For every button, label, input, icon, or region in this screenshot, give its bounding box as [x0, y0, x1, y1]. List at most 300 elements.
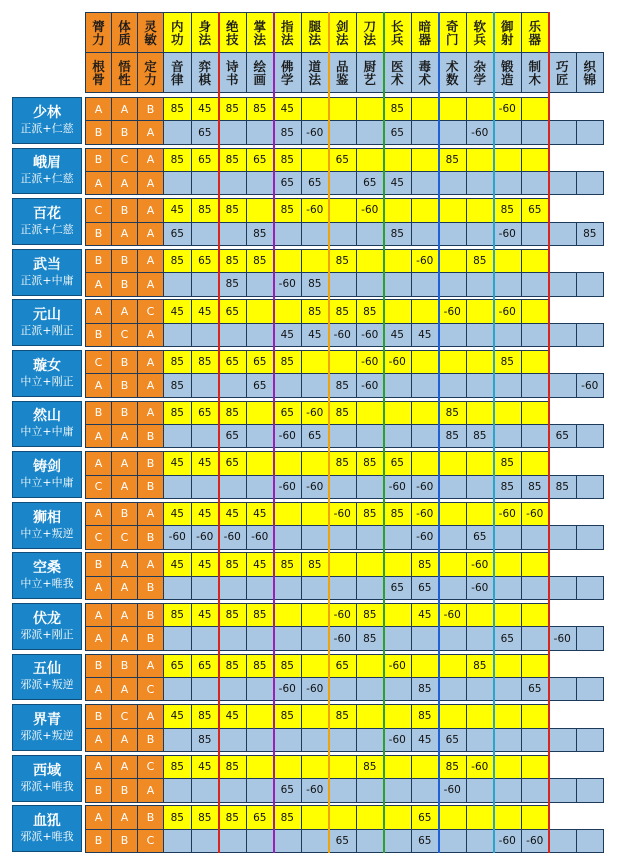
life-skill-value [218, 475, 247, 499]
sect-alignment: 中立+刚正 [20, 374, 74, 388]
life-skill-value [273, 576, 302, 600]
attr-grade: A [111, 728, 138, 752]
life-skill-value: 85 [356, 626, 385, 650]
combat-skill-value [301, 704, 330, 728]
life-skill-value: 65 [328, 829, 357, 853]
header-life-skill: 绘 画 [246, 52, 275, 93]
combat-skill-value [273, 299, 302, 323]
combat-skill-value [438, 249, 467, 273]
combat-skill-value [466, 198, 495, 222]
life-skill-value [466, 475, 495, 499]
sect-alignment: 中立+叛逆 [20, 526, 74, 540]
combat-skill-value: 45 [163, 299, 192, 323]
header-combat-skill: 长 兵 [383, 12, 412, 53]
combat-skill-value [383, 249, 412, 273]
combat-skill-value: 85 [163, 805, 192, 829]
combat-skill-value: 85 [273, 148, 302, 172]
combat-skill-value [438, 704, 467, 728]
life-skill-value [191, 677, 220, 701]
attr-grade: B [85, 120, 112, 144]
attr-grade: A [85, 424, 112, 448]
combat-skill-value [493, 249, 522, 273]
attr-grade: B [137, 475, 164, 499]
life-skill-value [218, 576, 247, 600]
life-skill-value: 85 [438, 424, 467, 448]
combat-skill-value: 85 [493, 451, 522, 475]
life-skill-value: -60 [246, 525, 275, 549]
life-skill-value [328, 576, 357, 600]
attr-grade: A [137, 171, 164, 195]
attr-grade: B [111, 249, 138, 273]
combat-skill-value: 65 [246, 350, 275, 374]
combat-skill-value [411, 654, 440, 678]
life-skill-value: 65 [438, 728, 467, 752]
combat-skill-value [466, 97, 495, 121]
header-combat-skill: 身 法 [191, 12, 220, 53]
attr-grade: C [137, 755, 164, 779]
life-skill-value [576, 171, 605, 195]
combat-skill-value: 85 [246, 249, 275, 273]
column-divider [548, 12, 550, 853]
attr-grade: B [85, 552, 112, 576]
combat-skill-value: 45 [273, 97, 302, 121]
combat-skill-value: 85 [411, 704, 440, 728]
attr-grade: B [85, 778, 112, 802]
attr-grade: B [85, 222, 112, 246]
combat-skill-value [466, 299, 495, 323]
combat-skill-value: 85 [273, 805, 302, 829]
combat-skill-value: 85 [163, 755, 192, 779]
header-combat-skill: 软 兵 [466, 12, 495, 53]
sect-name: 然山 [33, 408, 61, 425]
combat-skill-value: -60 [438, 299, 467, 323]
attr-grade: A [137, 198, 164, 222]
life-skill-value: 65 [273, 778, 302, 802]
life-skill-value [493, 323, 522, 347]
life-skill-value [576, 576, 605, 600]
header-combat-skill: 刀 法 [356, 12, 385, 53]
combat-skill-value: 85 [163, 350, 192, 374]
life-skill-value [411, 120, 440, 144]
combat-skill-value: -60 [383, 654, 412, 678]
combat-skill-value [356, 704, 385, 728]
life-skill-value [466, 171, 495, 195]
combat-skill-value: 85 [301, 552, 330, 576]
life-skill-value [438, 120, 467, 144]
life-skill-value [163, 778, 192, 802]
attr-grade: A [137, 654, 164, 678]
attr-grade: A [85, 805, 112, 829]
combat-skill-value: 45 [191, 552, 220, 576]
life-skill-value [466, 677, 495, 701]
combat-skill-value: 85 [356, 755, 385, 779]
life-skill-value [191, 626, 220, 650]
combat-skill-value [356, 805, 385, 829]
life-skill-value [548, 829, 577, 853]
attr-grade: A [111, 576, 138, 600]
sect-label [12, 451, 82, 498]
attr-grade: A [85, 728, 112, 752]
sect-alignment: 中立+中庸 [20, 476, 74, 490]
life-skill-value: -60 [191, 525, 220, 549]
sect-name: 璇女 [33, 357, 61, 374]
attr-grade: B [85, 654, 112, 678]
header-life-skill: 道 法 [301, 52, 330, 93]
life-skill-value: 65 [273, 171, 302, 195]
attr-grade: A [111, 299, 138, 323]
combat-skill-value: 85 [328, 249, 357, 273]
combat-skill-value: -60 [493, 97, 522, 121]
life-skill-value [411, 778, 440, 802]
combat-skill-value: 85 [273, 198, 302, 222]
attr-grade: C [111, 323, 138, 347]
combat-skill-value: 85 [191, 198, 220, 222]
sect-alignment: 中立+唯我 [20, 577, 74, 591]
life-skill-value: 85 [218, 272, 247, 296]
attr-grade: C [85, 350, 112, 374]
attr-grade: C [137, 677, 164, 701]
combat-skill-value [521, 451, 550, 475]
life-skill-value: -60 [163, 525, 192, 549]
combat-skill-value [411, 198, 440, 222]
combat-skill-value [411, 401, 440, 425]
life-skill-value [328, 728, 357, 752]
combat-skill-value [521, 704, 550, 728]
life-skill-value: 45 [411, 323, 440, 347]
combat-skill-value: 85 [356, 299, 385, 323]
life-skill-value [246, 424, 275, 448]
life-skill-value [163, 171, 192, 195]
life-skill-value [328, 120, 357, 144]
combat-skill-value: -60 [466, 755, 495, 779]
life-skill-value [328, 778, 357, 802]
combat-skill-value: 45 [163, 198, 192, 222]
attr-grade: A [137, 502, 164, 526]
attr-grade: B [137, 805, 164, 829]
life-skill-value [493, 272, 522, 296]
life-skill-value [191, 424, 220, 448]
attr-grade: A [137, 552, 164, 576]
combat-skill-value: 45 [163, 704, 192, 728]
life-skill-value [411, 222, 440, 246]
life-skill-value [438, 525, 467, 549]
life-skill-value: 85 [328, 373, 357, 397]
column-divider [383, 12, 385, 853]
header-life-skill: 弈 棋 [191, 52, 220, 93]
life-skill-value [163, 576, 192, 600]
combat-skill-value: 45 [191, 502, 220, 526]
combat-skill-value [301, 97, 330, 121]
life-skill-value [521, 120, 550, 144]
life-skill-value: -60 [493, 829, 522, 853]
life-skill-value [163, 626, 192, 650]
combat-skill-value: 85 [328, 401, 357, 425]
header-life-skill: 厨 艺 [356, 52, 385, 93]
life-skill-value [521, 424, 550, 448]
attr-grade: B [137, 626, 164, 650]
life-skill-value [548, 171, 577, 195]
combat-skill-value: 85 [218, 755, 247, 779]
combat-skill-value: -60 [521, 502, 550, 526]
combat-skill-value [521, 249, 550, 273]
combat-skill-value: -60 [356, 198, 385, 222]
life-skill-value: 85 [246, 222, 275, 246]
attr-grade: B [111, 198, 138, 222]
combat-skill-value: 85 [328, 704, 357, 728]
header-combat-skill: 剑 法 [328, 12, 357, 53]
life-skill-value: 85 [191, 728, 220, 752]
attr-grade: A [111, 552, 138, 576]
combat-skill-value [301, 249, 330, 273]
combat-skill-value [328, 198, 357, 222]
combat-skill-value: 85 [411, 552, 440, 576]
combat-skill-value [246, 401, 275, 425]
sect-alignment: 正派+刚正 [20, 324, 74, 338]
life-skill-value [218, 120, 247, 144]
life-skill-value: -60 [328, 323, 357, 347]
life-skill-value: 65 [411, 576, 440, 600]
life-skill-value: 85 [411, 677, 440, 701]
combat-skill-value [383, 198, 412, 222]
header-attr-top: 膂 力 [85, 12, 112, 53]
combat-skill-value [328, 805, 357, 829]
life-skill-value [466, 778, 495, 802]
life-skill-value [246, 829, 275, 853]
combat-skill-value [301, 350, 330, 374]
combat-skill-value: 45 [163, 451, 192, 475]
sect-label [12, 148, 82, 195]
combat-skill-value: 65 [218, 350, 247, 374]
life-skill-value [383, 373, 412, 397]
life-skill-value [493, 120, 522, 144]
combat-skill-value: 85 [163, 249, 192, 273]
attr-grade: C [85, 475, 112, 499]
combat-skill-value [466, 401, 495, 425]
sect-alignment: 邪派+唯我 [20, 779, 74, 793]
life-skill-value: 45 [411, 728, 440, 752]
life-skill-value: 65 [356, 171, 385, 195]
combat-skill-value [301, 603, 330, 627]
combat-skill-value: 65 [218, 451, 247, 475]
combat-skill-value [438, 502, 467, 526]
life-skill-value: -60 [411, 525, 440, 549]
combat-skill-value: 85 [438, 148, 467, 172]
life-skill-value [191, 171, 220, 195]
life-skill-value [356, 272, 385, 296]
life-skill-value [466, 222, 495, 246]
life-skill-value [356, 475, 385, 499]
attr-grade: A [85, 755, 112, 779]
life-skill-value: 85 [273, 120, 302, 144]
combat-skill-value: -60 [438, 603, 467, 627]
header-life-skill: 织 锦 [576, 52, 605, 93]
life-skill-value: 65 [411, 829, 440, 853]
life-skill-value: -60 [273, 272, 302, 296]
life-skill-value [328, 677, 357, 701]
life-skill-value [438, 373, 467, 397]
combat-skill-value: 65 [191, 148, 220, 172]
header-combat-skill: 指 法 [273, 12, 302, 53]
life-skill-value: 65 [246, 373, 275, 397]
combat-skill-value: -60 [328, 603, 357, 627]
life-skill-value [438, 171, 467, 195]
combat-skill-value [383, 704, 412, 728]
attr-grade: B [137, 451, 164, 475]
life-skill-value [356, 525, 385, 549]
combat-skill-value: -60 [411, 502, 440, 526]
life-skill-value: 65 [548, 424, 577, 448]
sect-name: 五仙 [33, 661, 61, 678]
attr-grade: A [111, 424, 138, 448]
combat-skill-value [383, 755, 412, 779]
attr-grade: A [85, 373, 112, 397]
attr-grade: C [85, 525, 112, 549]
combat-skill-value [438, 451, 467, 475]
combat-skill-value [493, 755, 522, 779]
combat-skill-value [328, 350, 357, 374]
combat-skill-value [521, 654, 550, 678]
sect-alignment: 正派+仁慈 [20, 121, 74, 135]
combat-skill-value [383, 552, 412, 576]
life-skill-value [576, 778, 605, 802]
combat-skill-value [273, 603, 302, 627]
combat-skill-value: 85 [273, 704, 302, 728]
attr-grade: C [111, 148, 138, 172]
header-life-skill: 音 律 [163, 52, 192, 93]
life-skill-value [246, 120, 275, 144]
life-skill-value: 65 [466, 525, 495, 549]
life-skill-value [576, 626, 605, 650]
combat-skill-value [273, 755, 302, 779]
attr-grade: A [111, 805, 138, 829]
life-skill-value [246, 626, 275, 650]
sect-name: 少林 [33, 104, 61, 121]
attr-grade: A [111, 171, 138, 195]
attr-grade: B [85, 704, 112, 728]
attr-grade: B [137, 728, 164, 752]
combat-skill-value: 85 [493, 198, 522, 222]
life-skill-value: -60 [273, 424, 302, 448]
combat-skill-value [246, 198, 275, 222]
sect-alignment: 邪派+叛逆 [20, 678, 74, 692]
header-life-skill: 诗 书 [218, 52, 247, 93]
header-life-skill: 毒 术 [411, 52, 440, 93]
combat-skill-value: 45 [191, 299, 220, 323]
header-combat-skill: 乐 器 [521, 12, 550, 53]
combat-skill-value [521, 350, 550, 374]
life-skill-value [218, 373, 247, 397]
attr-grade: B [85, 249, 112, 273]
attr-grade: C [137, 299, 164, 323]
combat-skill-value: -60 [301, 198, 330, 222]
header-combat-skill: 暗 器 [411, 12, 440, 53]
attr-grade: A [137, 222, 164, 246]
life-skill-value [521, 171, 550, 195]
attr-grade: A [137, 272, 164, 296]
life-skill-value [521, 272, 550, 296]
life-skill-value [438, 222, 467, 246]
life-skill-value: 45 [383, 323, 412, 347]
life-skill-value [521, 778, 550, 802]
attr-grade: B [111, 502, 138, 526]
sect-alignment: 正派+仁慈 [20, 172, 74, 186]
life-skill-value [576, 424, 605, 448]
attr-grade: C [111, 704, 138, 728]
attr-grade: A [137, 120, 164, 144]
life-skill-value: 45 [383, 171, 412, 195]
sect-alignment: 中立+中庸 [20, 425, 74, 439]
sect-label [12, 299, 82, 346]
sect-name: 西域 [33, 762, 61, 779]
life-skill-value: 65 [521, 677, 550, 701]
life-skill-value [493, 171, 522, 195]
combat-skill-value [521, 755, 550, 779]
life-skill-value [246, 272, 275, 296]
attr-grade: C [111, 525, 138, 549]
sect-label [12, 603, 82, 650]
combat-skill-value [466, 451, 495, 475]
attr-grade: A [85, 272, 112, 296]
combat-skill-value: 85 [246, 603, 275, 627]
life-skill-value [438, 323, 467, 347]
life-skill-value: -60 [411, 475, 440, 499]
sect-label [12, 805, 82, 852]
combat-skill-value: 85 [246, 654, 275, 678]
sect-label [12, 97, 82, 144]
combat-skill-value [438, 805, 467, 829]
life-skill-value [246, 323, 275, 347]
life-skill-value: -60 [273, 475, 302, 499]
combat-skill-value [521, 148, 550, 172]
combat-skill-value [411, 451, 440, 475]
combat-skill-value: 85 [218, 401, 247, 425]
life-skill-value [548, 728, 577, 752]
life-skill-value [301, 626, 330, 650]
life-skill-value [218, 728, 247, 752]
life-skill-value [163, 323, 192, 347]
column-divider [493, 12, 495, 853]
header-attr-top: 体 质 [111, 12, 138, 53]
combat-skill-value [328, 755, 357, 779]
life-skill-value: -60 [356, 373, 385, 397]
life-skill-value [218, 829, 247, 853]
life-skill-value [438, 829, 467, 853]
combat-skill-value [356, 249, 385, 273]
combat-skill-value [493, 704, 522, 728]
life-skill-value [466, 323, 495, 347]
combat-skill-value: 85 [273, 350, 302, 374]
combat-skill-value [493, 148, 522, 172]
life-skill-value: -60 [273, 677, 302, 701]
header-attr-bottom: 定 力 [137, 52, 164, 93]
life-skill-value [328, 272, 357, 296]
life-skill-value [383, 778, 412, 802]
header-life-skill: 医 术 [383, 52, 412, 93]
header-combat-skill: 奇 门 [438, 12, 467, 53]
attr-grade: A [85, 677, 112, 701]
attr-grade: A [85, 603, 112, 627]
life-skill-value [521, 222, 550, 246]
life-skill-value: -60 [576, 373, 605, 397]
combat-skill-value [493, 552, 522, 576]
combat-skill-value [356, 654, 385, 678]
combat-skill-value: 85 [438, 755, 467, 779]
life-skill-value: -60 [301, 120, 330, 144]
attr-grade: A [137, 704, 164, 728]
combat-skill-value: 45 [163, 502, 192, 526]
sect-label [12, 350, 82, 397]
life-skill-value [521, 728, 550, 752]
